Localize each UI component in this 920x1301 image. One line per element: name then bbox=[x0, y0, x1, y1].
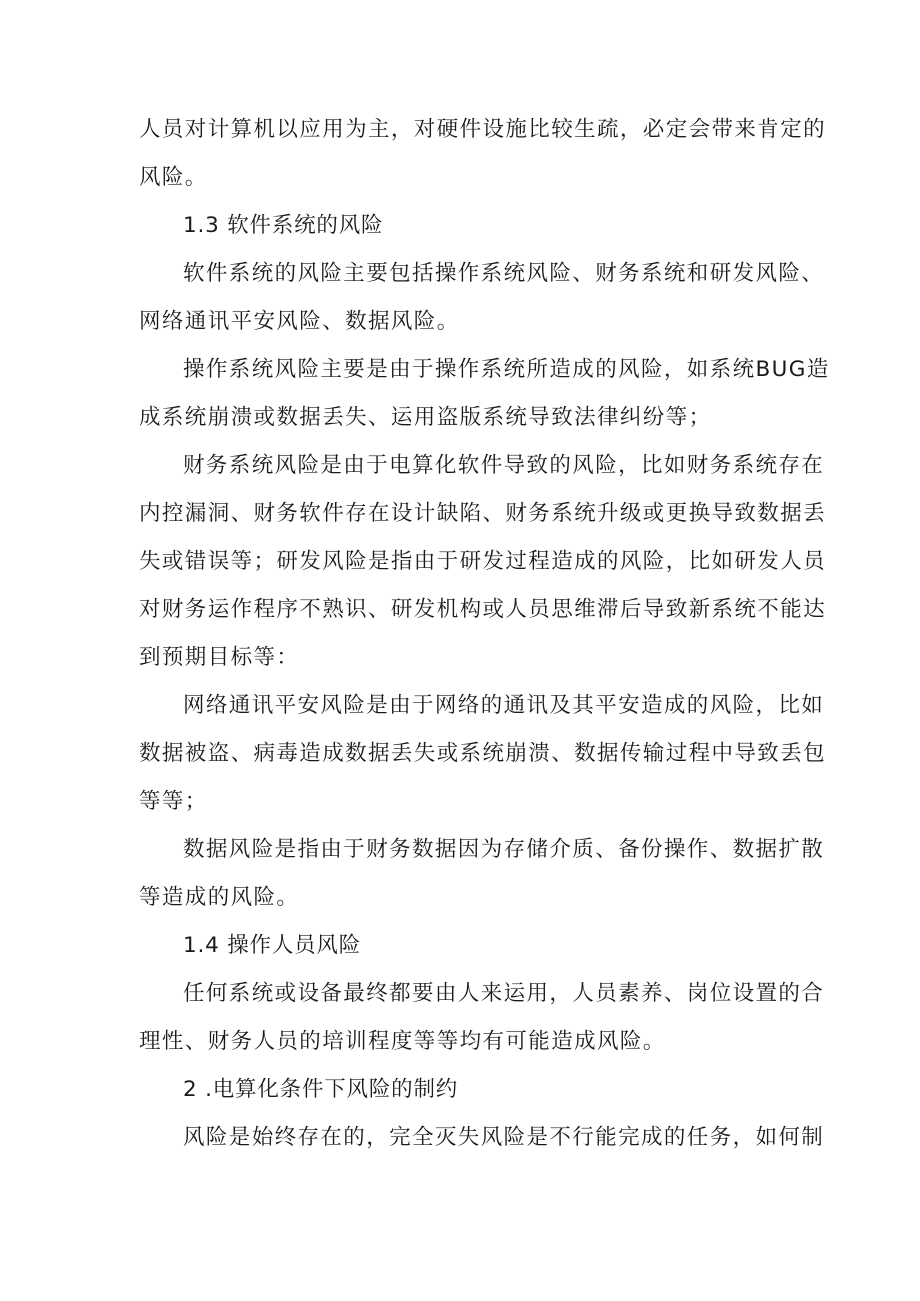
text-line: 网络通讯平安风险是由于网络的通讯及其平安造成的风险，比如 bbox=[183, 693, 825, 718]
text-line: 对财务运作程序不熟识、研发机构或人员思维滞后导致新系统不能达 bbox=[139, 597, 827, 622]
section-heading: 2 .电算化条件下风险的制约 bbox=[183, 1077, 459, 1102]
text-line: 操作系统风险主要是由于操作系统所造成的风险，如系统BUG造 bbox=[183, 357, 830, 382]
text-line: 风险。 bbox=[139, 165, 208, 190]
section-heading: 1.4 操作人员风险 bbox=[183, 933, 362, 958]
text-line: 等等； bbox=[139, 789, 208, 814]
text-line: 内控漏洞、财务软件存在设计缺陷、财务系统升级或更换导致数据丢 bbox=[139, 501, 827, 526]
section-heading: 1.3 软件系统的风险 bbox=[183, 213, 384, 238]
text-line: 成系统崩溃或数据丢失、运用盗版系统导致法律纠纷等； bbox=[139, 405, 712, 430]
text-line: 等造成的风险。 bbox=[139, 885, 300, 910]
text-line: 失或错误等；研发风险是指由于研发过程造成的风险，比如研发人员 bbox=[139, 549, 827, 574]
text-line: 人员对计算机以应用为主，对硬件设施比较生疏，必定会带来肯定的 bbox=[139, 117, 827, 142]
text-line: 理性、财务人员的培训程度等等均有可能造成风险。 bbox=[139, 1029, 666, 1054]
text-line: 网络通讯平安风险、数据风险。 bbox=[139, 309, 460, 334]
text-line: 风险是始终存在的，完全灭失风险是不行能完成的任务，如何制 bbox=[183, 1125, 825, 1150]
text-line: 数据被盗、病毒造成数据丢失或系统崩溃、数据传输过程中导致丢包 bbox=[139, 741, 827, 766]
text-line: 任何系统或设备最终都要由人来运用，人员素养、岗位设置的合 bbox=[183, 981, 825, 1006]
text-line: 财务系统风险是由于电算化软件导致的风险，比如财务系统存在 bbox=[183, 453, 825, 478]
text-line: 软件系统的风险主要包括操作系统风险、财务系统和研发风险、 bbox=[183, 261, 825, 286]
text-line: 数据风险是指由于财务数据因为存储介质、备份操作、数据扩散 bbox=[183, 837, 825, 862]
text-line: 到预期目标等： bbox=[139, 645, 300, 670]
